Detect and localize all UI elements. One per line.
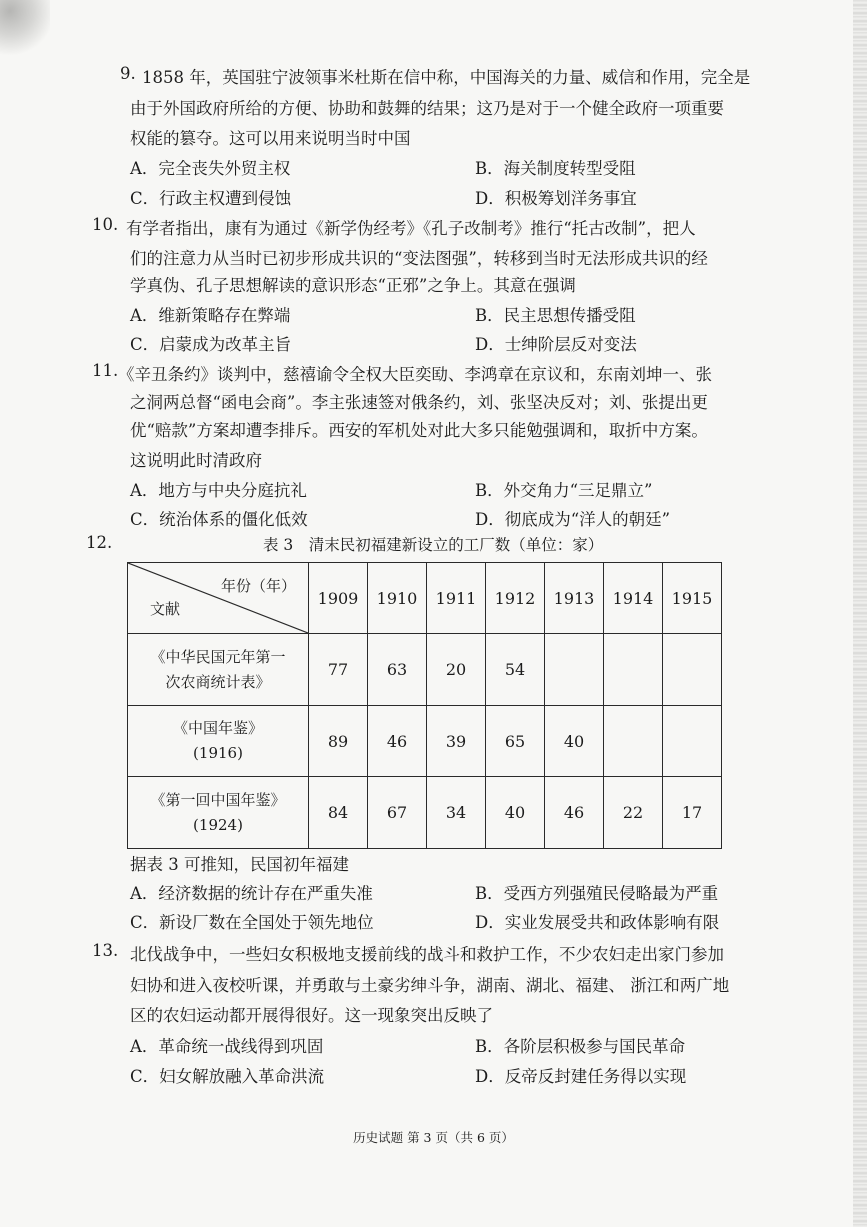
- table-cell: 67: [368, 777, 427, 849]
- table-cell: 89: [309, 706, 368, 777]
- table-source-cell: [128, 634, 309, 706]
- question-9-line-1: 1858 年，英国驻宁波领事米杜斯在信中称，中国海关的力量、威信和作用，完全是: [142, 68, 751, 87]
- table-cell: [604, 634, 663, 706]
- table-row: [128, 634, 722, 706]
- table-cell: 40: [486, 777, 545, 849]
- year-header: 1913: [545, 563, 604, 634]
- question-11-line-4: 这说明此时清政府: [130, 451, 262, 470]
- question-9-line-2: 由于外国政府所给的方便、协助和鼓舞的结果；这乃是对于一个健全政府一项重要: [130, 99, 724, 118]
- question-10-option-b[interactable]: B．民主思想传播受阻: [475, 306, 636, 325]
- question-12-number: 12.: [86, 533, 113, 552]
- table-row: [128, 777, 722, 849]
- source-line: (1924): [193, 815, 243, 834]
- question-12-option-b[interactable]: B．受西方列强殖民侵略最为严重: [475, 884, 719, 903]
- question-11-option-c[interactable]: C．统治体系的僵化低效: [130, 510, 308, 529]
- source-line: 《中华民国元年第一: [150, 647, 286, 666]
- question-12-option-d[interactable]: D．实业发展受共和政体影响有限: [475, 913, 720, 932]
- table-cell: [663, 706, 722, 777]
- question-9-option-d[interactable]: D．积极筹划洋务事宜: [475, 189, 637, 208]
- question-12-option-c[interactable]: C．新设厂数在全国处于领先地位: [130, 913, 374, 932]
- question-13-line-3: 区的农妇运动都开展得很好。这一现象突出反映了: [130, 1006, 493, 1025]
- question-9-option-b[interactable]: B．海关制度转型受阻: [475, 159, 636, 178]
- table-source-cell: [128, 777, 309, 849]
- table-cell: 65: [486, 706, 545, 777]
- table-cell: 54: [486, 634, 545, 706]
- header-year-label: 年份（年）: [220, 577, 296, 595]
- question-11-option-a[interactable]: A．地方与中央分庭抗礼: [130, 481, 307, 500]
- question-9-option-c[interactable]: C．行政主权遭到侵蚀: [130, 189, 292, 208]
- table-cell: 46: [545, 777, 604, 849]
- question-10-number: 10.: [92, 215, 119, 234]
- table-caption: 表 3 清末民初福建新设立的工厂数（单位：家）: [263, 536, 604, 554]
- header-doc-label: 文献: [150, 600, 181, 618]
- year-header: 1912: [486, 563, 545, 634]
- table-corner-header: [128, 563, 309, 634]
- year-header: 1909: [309, 563, 368, 634]
- scan-edge-artifact: [853, 0, 867, 1227]
- year-header: 1910: [368, 563, 427, 634]
- page-footer: 历史试题 第 3 页（共 6 页）: [353, 1130, 514, 1145]
- table-cell: 20: [427, 634, 486, 706]
- question-10-option-c[interactable]: C．启蒙成为改革主旨: [130, 335, 292, 354]
- table-cell: 39: [427, 706, 486, 777]
- question-9-line-3: 权能的篡夺。这可以用来说明当时中国: [130, 129, 411, 148]
- question-11-line-3: 优“赔款”方案却遭李排斥。西安的军机处对此大多只能勉强调和，取折中方案。: [130, 421, 708, 440]
- table-cell: 63: [368, 634, 427, 706]
- factory-count-table: [127, 562, 722, 849]
- question-13-option-d[interactable]: D．反帝反封建任务得以实现: [475, 1067, 687, 1086]
- question-13-line-1: 北伐战争中，一些妇女积极地支援前线的战斗和救护工作，不少农妇走出家门参加: [130, 945, 724, 964]
- table-cell: [545, 634, 604, 706]
- question-11-option-d[interactable]: D．彻底成为“洋人的朝廷”: [475, 510, 671, 529]
- table-cell: 40: [545, 706, 604, 777]
- table-cell: 17: [663, 777, 722, 849]
- table-cell: 84: [309, 777, 368, 849]
- question-11-line-1: 《辛丑条约》谈判中，慈禧谕令全权大臣奕劻、李鸿章在京议和，东南刘坤一、张: [118, 365, 712, 384]
- year-header: 1914: [604, 563, 663, 634]
- question-11-option-b[interactable]: B．外交角力“三足鼎立”: [475, 481, 653, 500]
- table-cell: [604, 706, 663, 777]
- question-13-option-b[interactable]: B．各阶层积极参与国民革命: [475, 1037, 686, 1056]
- year-header: 1911: [427, 563, 486, 634]
- question-10-line-3: 学真伪、孔子思想解读的意识形态“正邪”之争上。其意在强调: [130, 276, 576, 295]
- table-source-cell: [128, 706, 309, 777]
- table-cell: 22: [604, 777, 663, 849]
- source-line: 《中国年鉴》: [172, 719, 263, 737]
- question-13-line-2: 妇协和进入夜校听课，并勇敢与土豪劣绅斗争，湖南、湖北、福建、 浙江和两广地: [130, 976, 730, 995]
- question-13-number: 13.: [92, 941, 119, 960]
- question-10-option-d[interactable]: D．士绅阶层反对变法: [475, 335, 637, 354]
- table-cell: 34: [427, 777, 486, 849]
- source-line: (1916): [193, 744, 243, 762]
- question-11-line-2: 之洞两总督“函电会商”。李主张速签对俄条约，刘、张坚决反对；刘、张提出更: [130, 393, 708, 412]
- question-9-option-a[interactable]: A．完全丧失外贸主权: [130, 159, 291, 178]
- question-13-option-a[interactable]: A．革命统一战线得到巩固: [130, 1037, 324, 1056]
- question-10-line-1: 有学者指出，康有为通过《新学伪经考》《孔子改制考》推行“托古改制”，把人: [126, 219, 696, 238]
- table-cell: 77: [309, 634, 368, 706]
- question-9-number: 9.: [120, 64, 136, 83]
- question-12-option-a[interactable]: A．经济数据的统计存在严重失准: [130, 884, 373, 903]
- table-cell: 46: [368, 706, 427, 777]
- year-header: 1915: [663, 563, 722, 634]
- scan-corner-artifact: [0, 0, 50, 55]
- table-header-row: [128, 563, 722, 634]
- question-13-option-c[interactable]: C．妇女解放融入革命洪流: [130, 1067, 325, 1086]
- question-11-number: 11.: [92, 361, 119, 380]
- question-10-line-2: 们的注意力从当时已初步形成共识的“变法图强”，转移到当时无法形成共识的经: [130, 249, 708, 268]
- question-12-stem: 据表 3 可推知，民国初年福建: [130, 855, 349, 874]
- table-cell: [663, 634, 722, 706]
- source-line: 次农商统计表》: [165, 672, 271, 691]
- table-row: [128, 706, 722, 777]
- source-line: 《第一回中国年鉴》: [150, 790, 286, 809]
- question-10-option-a[interactable]: A．维新策略存在弊端: [130, 306, 291, 325]
